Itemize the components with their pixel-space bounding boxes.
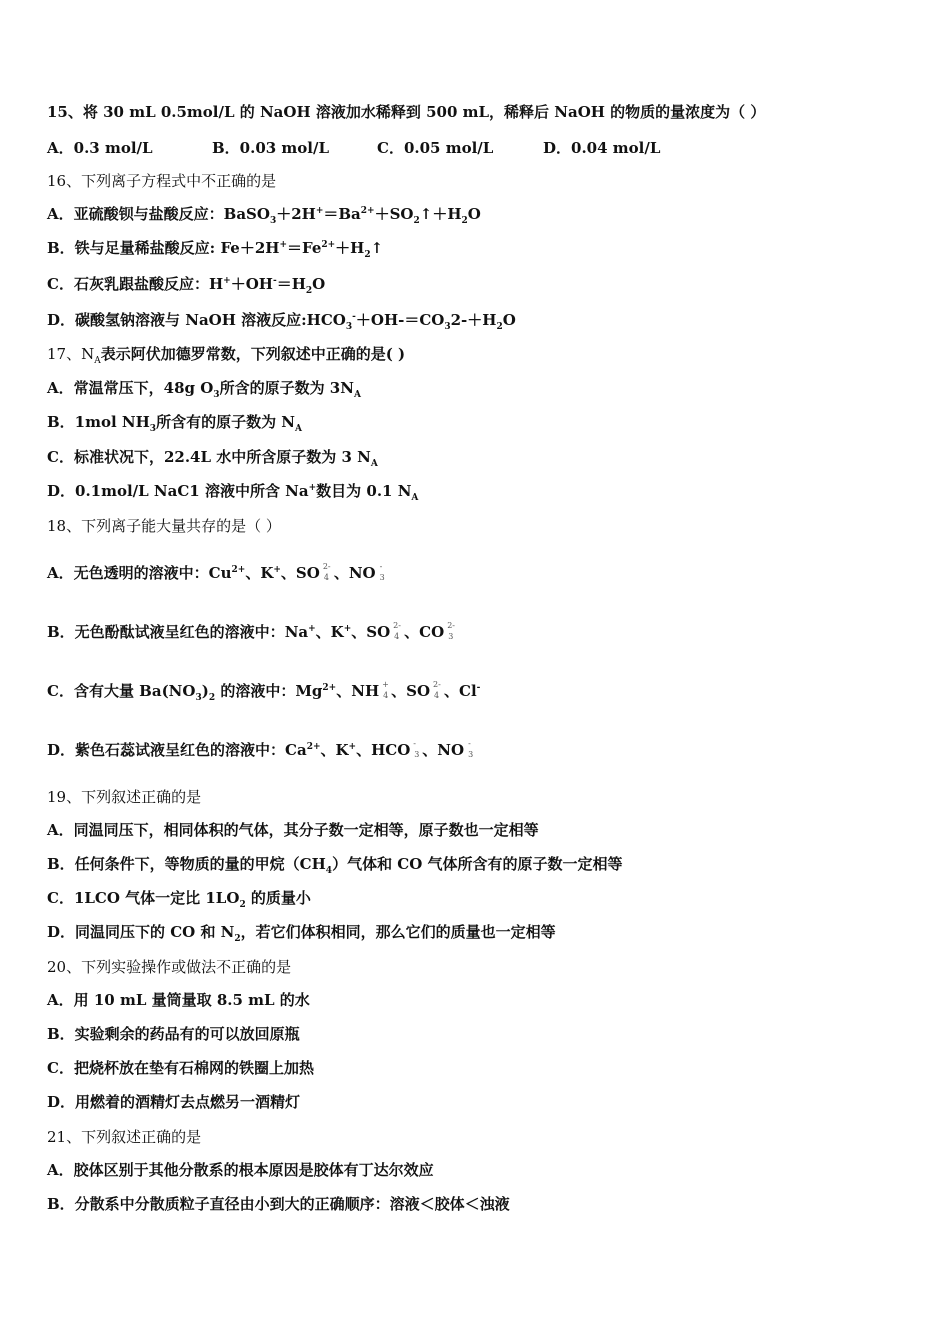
q17-option-c: C．标准状况下，22.4L 水中所含原子数为 3 $N_A$ [47, 448, 378, 469]
q15-option-a: A．0.3 mol/L [47, 139, 153, 157]
q17-option-a: A．常温常压下，48g $O_3$所含的原子数为 $3N_A$ [47, 379, 361, 400]
q15-stem [47, 102, 765, 122]
q17-stem: 17、$N_A$表示阿伏加德罗常数，下列叙述中正确的是( ) [47, 345, 406, 366]
q18-option-b: B．无色酚酞试液呈红色的溶液中：Na+、K+、SO 2- 4 、CO 2- 3 [47, 621, 455, 641]
q19-option-c: C．1LCO 气体一定比 $1LO_2$ 的质量小 [47, 889, 311, 910]
q20-option-a: A．用 10 mL 量筒量取 8.5 mL 的水 [47, 991, 310, 1009]
q15-option-c: C．0.05 mol/L [377, 139, 494, 157]
q19-option-a: A．同温同压下，相同体积的气体，其分子数一定相等，原子数也一定相等 [47, 821, 539, 839]
q17-option-d: D．0.1mol/L NaC1 溶液中所含 Na+数目为 0.1 $N_A$ [47, 482, 419, 503]
q18-stem: 18、下列离子能大量共存的是（ ） [47, 517, 281, 535]
q16-option-a: A．亚硫酸钡与盐酸反应：$BaSO_3+2H^+=Ba^{2+}+SO_2↑+H_2O$ [47, 205, 481, 226]
q18-option-d: D．紫色石蕊试液呈红色的溶液中：$Ca^{2+}$、K+、HCO - 3 、NO - 3 [47, 739, 474, 759]
q15-option-d: D．0.04 mol/L [543, 139, 661, 157]
q16-option-b: B．铁与足量稀盐酸反应: $Fe+2H^+=Fe^{2+}+H_2↑$ [47, 239, 384, 260]
q16-option-c: C．石灰乳跟盐酸反应：$H^++OH^-=H_2O$ [47, 275, 326, 296]
q20-stem: 20、下列实验操作或做法不正确的是 [47, 958, 292, 976]
q15-option-b: B．0.03 mol/L [212, 139, 330, 157]
q20-option-d: D．用燃着的酒精灯去点燃另一酒精灯 [47, 1093, 301, 1111]
q19-stem: 19、下列叙述正确的是 [47, 788, 202, 806]
q16-stem-text: 16、下列离子方程式中不正确的是 [47, 172, 277, 190]
q21-option-a: A．胶体区别于其他分散系的根本原因是胶体有丁达尔效应 [47, 1161, 434, 1179]
q20-option-c: C．把烧杯放在垫有石棉网的铁圈上加热 [47, 1059, 314, 1077]
q16-stem [47, 171, 276, 191]
q21-stem: 21、下列叙述正确的是 [47, 1128, 202, 1146]
q19-option-b: B．任何条件下，等物质的量的甲烷$(CH_4)$气体和 CO 气体所含有的原子数一定相等 [47, 855, 623, 876]
q19-option-d: D．同温同压下的 CO 和 $N_2$，若它们体积相同，那么它们的质量也一定相等 [47, 923, 556, 944]
q16-option-d: D．碳酸氢钠溶液与 NaOH 溶液反应$:HCO_3^-+OH-=CO_32-+H_2O$ [47, 311, 516, 332]
q17-option-b: B．1mol $NH_3$所含有的原子数为 $N_A$ [47, 413, 302, 434]
q21-option-b: B．分散系中分散质粒子直径由小到大的正确顺序：溶液＜胶体＜浊液 [47, 1195, 510, 1213]
q18-option-c: C．含有大量 $Ba(NO_3)_2$ 的溶液中：$Mg^{2+}$、NH + 4 、SO 2- 4 、Cl- [47, 680, 481, 703]
q18-option-a: A．无色透明的溶液中：$Cu^{2+}$、K+、SO 2- 4 、NO - 3 [47, 562, 385, 582]
q20-option-b: B．实验剩余的药品有的可以放回原瓶 [47, 1025, 300, 1043]
q15-stem-text: 15、将 30 mL 0.5mol/L 的 NaOH 溶液加水稀释到 500 mL，稀释后 NaOH 的物质的量浓度为（ ） [47, 103, 766, 121]
